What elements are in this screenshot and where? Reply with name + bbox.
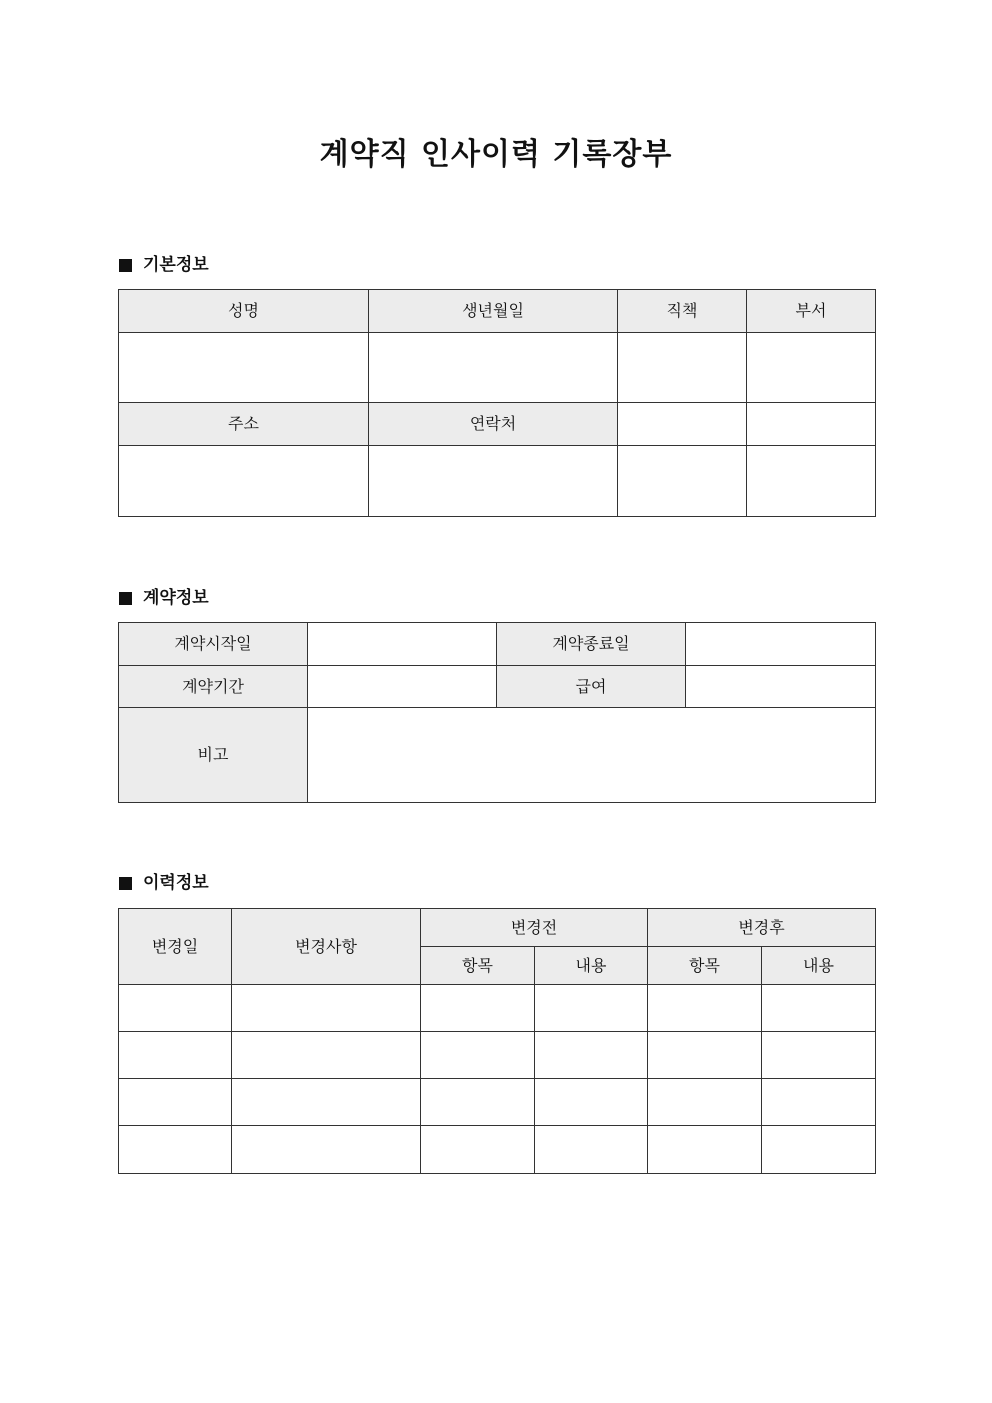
position-field[interactable] — [618, 333, 747, 403]
basic-info-table — [118, 289, 876, 517]
extra-field-3[interactable] — [618, 446, 747, 517]
document-title: 계약직 인사이력 기록장부 — [319, 137, 673, 172]
history-cell[interactable] — [421, 1079, 535, 1126]
history-cell[interactable] — [119, 1032, 232, 1079]
history-cell[interactable] — [762, 1126, 876, 1174]
after-field-header: 항목 — [648, 947, 762, 985]
contact-field[interactable] — [369, 446, 618, 517]
section-heading-history-label: 이력정보 — [143, 873, 209, 893]
history-cell[interactable] — [648, 1079, 762, 1126]
after-content-header: 내용 — [762, 947, 876, 985]
salary-field[interactable] — [686, 666, 876, 708]
contract-period-field[interactable] — [308, 666, 497, 708]
section-heading-contract-label: 계약정보 — [143, 588, 209, 608]
table-row — [119, 1079, 876, 1126]
history-cell[interactable] — [421, 1126, 535, 1174]
contract-start-field[interactable] — [308, 623, 497, 666]
before-content-header: 내용 — [535, 947, 648, 985]
history-info-table — [118, 908, 876, 1174]
history-cell[interactable] — [648, 1032, 762, 1079]
history-cell[interactable] — [421, 985, 535, 1032]
history-cell[interactable] — [232, 1079, 421, 1126]
history-cell[interactable] — [119, 1079, 232, 1126]
contract-info-table — [118, 622, 876, 803]
empty-header-cell-3[interactable] — [618, 403, 747, 446]
name-field[interactable] — [119, 333, 369, 403]
square-bullet-icon — [119, 877, 132, 890]
dept-label: 부서 — [747, 290, 876, 333]
birth-field[interactable] — [369, 333, 618, 403]
birth-label: 생년월일 — [369, 290, 618, 333]
position-label: 직책 — [618, 290, 747, 333]
section-heading-contract — [119, 586, 209, 610]
address-label: 주소 — [119, 403, 369, 446]
salary-label: 급여 — [497, 666, 686, 708]
section-heading-basic-label: 기본정보 — [143, 255, 209, 275]
address-field[interactable] — [119, 446, 369, 517]
change-item-header: 변경사항 — [232, 909, 421, 985]
history-cell[interactable] — [535, 1126, 648, 1174]
note-field[interactable] — [308, 708, 876, 803]
history-cell[interactable] — [119, 1126, 232, 1174]
table-row — [119, 1126, 876, 1174]
history-cell[interactable] — [762, 1032, 876, 1079]
extra-field-4[interactable] — [747, 446, 876, 517]
history-cell[interactable] — [232, 1126, 421, 1174]
change-date-header: 변경일 — [119, 909, 232, 985]
square-bullet-icon — [119, 592, 132, 605]
history-cell[interactable] — [762, 1079, 876, 1126]
contract-period-label: 계약기간 — [119, 666, 308, 708]
section-heading-history — [119, 871, 209, 895]
history-cell[interactable] — [232, 1032, 421, 1079]
history-cell[interactable] — [119, 985, 232, 1032]
history-cell[interactable] — [232, 985, 421, 1032]
history-cell[interactable] — [535, 1079, 648, 1126]
dept-field[interactable] — [747, 333, 876, 403]
history-cell[interactable] — [762, 985, 876, 1032]
empty-header-cell-4[interactable] — [747, 403, 876, 446]
name-label: 성명 — [119, 290, 369, 333]
after-header: 변경후 — [648, 909, 876, 947]
history-cell[interactable] — [535, 1032, 648, 1079]
contract-start-label: 계약시작일 — [119, 623, 308, 666]
before-field-header: 항목 — [421, 947, 535, 985]
history-cell[interactable] — [648, 1126, 762, 1174]
history-cell[interactable] — [648, 985, 762, 1032]
table-row — [119, 1032, 876, 1079]
contract-end-field[interactable] — [686, 623, 876, 666]
history-cell[interactable] — [421, 1032, 535, 1079]
history-cell[interactable] — [535, 985, 648, 1032]
table-row — [119, 985, 876, 1032]
square-bullet-icon — [119, 259, 132, 272]
note-label: 비고 — [119, 708, 308, 803]
contact-label: 연락처 — [369, 403, 618, 446]
contract-end-label: 계약종료일 — [497, 623, 686, 666]
section-heading-basic — [119, 253, 209, 277]
before-header: 변경전 — [421, 909, 648, 947]
